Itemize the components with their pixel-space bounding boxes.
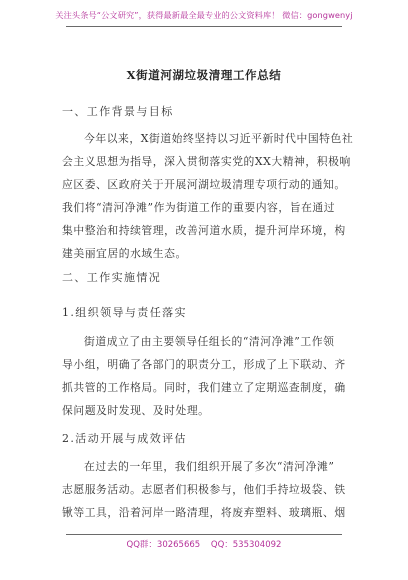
paragraph-line: 建美丽宜居的水域生态。 — [62, 247, 187, 260]
section-heading-background: 一、工作背景与目标 — [62, 105, 174, 118]
paragraph-line: 应区委、区政府关于开展河湖垃圾清理专项行动的通知。 — [62, 178, 346, 191]
paragraph-line: 志愿服务活动。志愿者们积极参与，他们手持垃圾袋、铁 — [62, 483, 346, 496]
header-banner: 关注头条号“公文研究”，获得最新最全最专业的公文资料库！ 微信：gongwenyj — [55, 10, 353, 20]
subsection-paragraph-organization — [62, 330, 344, 422]
footer-divider — [66, 534, 342, 535]
footer-qq-group: QQ群：30265665 — [126, 540, 201, 550]
paragraph-line: 导小组，明确了各部门的职责分工，形成了上下联动、齐 — [62, 358, 346, 371]
paragraph-line: 会主义思想为指导，深入贯彻落实党的XX大精神，积极响 — [62, 155, 351, 168]
header-divider — [66, 26, 342, 27]
paragraph-line: 锹等工具，沿着河岸一路清理，将废弃塑料、玻璃瓶、烟 — [62, 506, 346, 519]
paragraph-line: 今年以来，X街道始终坚持以习近平新时代中国特色社 — [84, 132, 354, 145]
footer-banner — [0, 538, 408, 550]
section-paragraph-background — [62, 127, 354, 265]
subsection-heading-organization: 1.组织领导与责任落实 — [62, 306, 187, 319]
paragraph-line: 集中整治和持续管理，改善河道水质，提升河岸环境，构 — [62, 224, 346, 237]
subsection-heading-activities: 2.活动开展与成效评估 — [62, 432, 187, 445]
footer-qq-contact: QQ：535304092 — [210, 540, 282, 550]
paragraph-line: 保问题及时发现、及时处理。 — [62, 404, 210, 417]
section-heading-implementation: 二、工作实施情况 — [62, 271, 162, 284]
paragraph-line: 在过去的一年里，我们组织开展了多次“清河净滩” — [84, 460, 335, 473]
paragraph-line: 街道成立了由主要领导任组长的“清河净滩”工作领 — [84, 335, 335, 348]
document-title: X街道河湖垃圾清理工作总结 — [126, 68, 282, 82]
paragraph-line: 抓共管的工作格局。同时，我们建立了定期巡查制度，确 — [62, 381, 346, 394]
subsection-paragraph-activities — [62, 455, 344, 524]
paragraph-line: 我们将“清河净滩”作为街道工作的重要内容，旨在通过 — [62, 201, 336, 214]
